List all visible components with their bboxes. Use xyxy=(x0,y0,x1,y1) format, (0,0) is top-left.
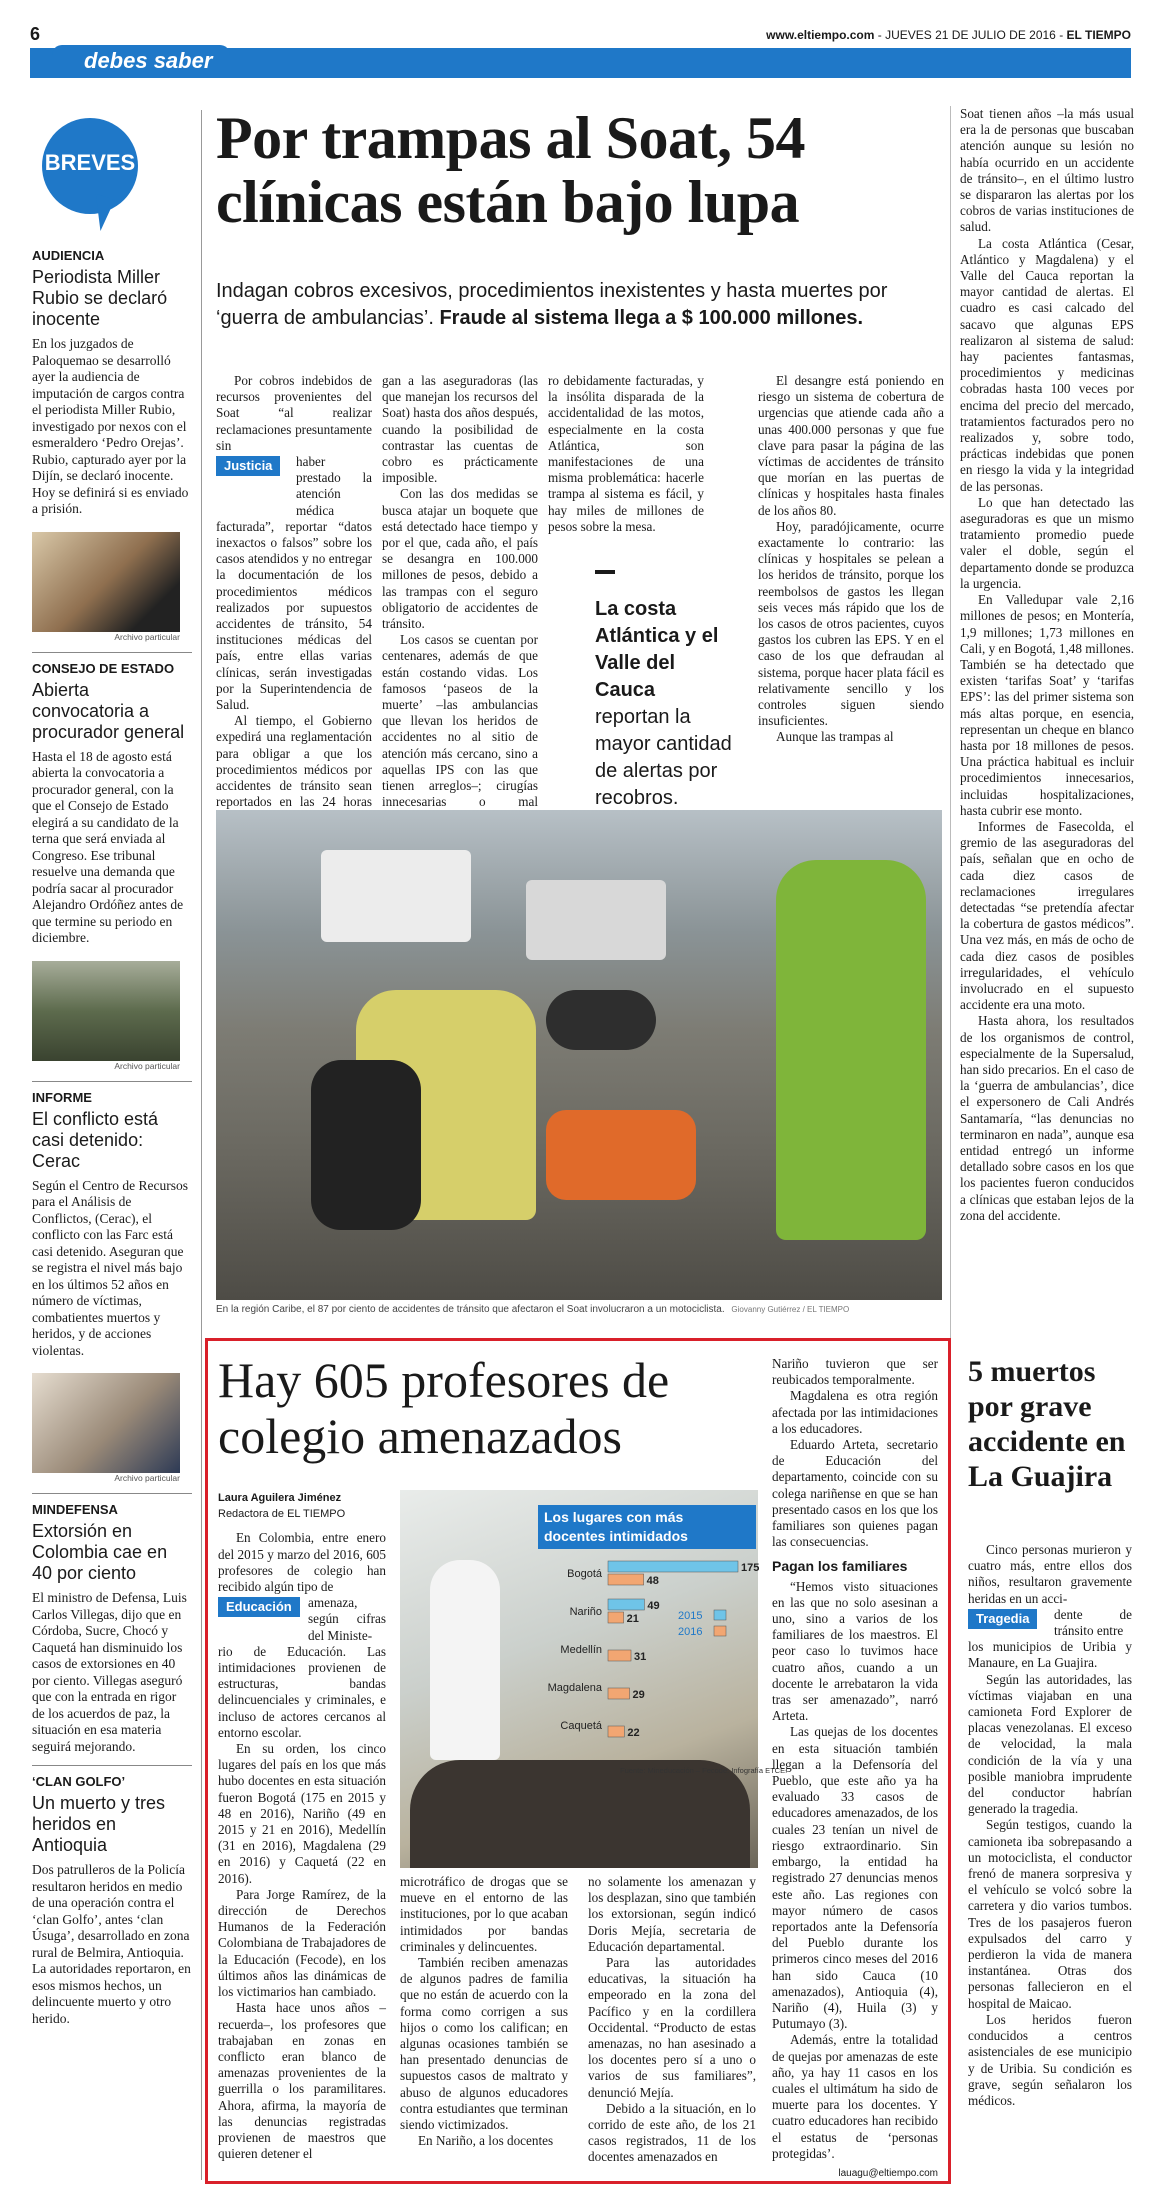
main-photo-accident xyxy=(216,810,942,1300)
paragraph: Los heridos fueron conducidos a centros asistenciales de ese municipio y de Uribia. Su condición es grave, según señalaron los médicos. xyxy=(968,2011,1132,2108)
paragraph: Según testigos, cuando la camioneta iba sobrepasando a un motociclista, el conductor frenó de manera sorpresiva y el vehículo se volcó sobre la carretera y dio varios tumbos. Tres de los pasajeros fueron expulsados del carro y perdieron la vida de manera instantánea. Otras dos personas fallecieron en el hospital de Maicao. xyxy=(968,1817,1132,2011)
pullquote-rest: reportan la mayor cantidad de alertas por recobros. xyxy=(595,706,732,809)
author-email[interactable]: lauagu@eltiempo.com xyxy=(838,2167,938,2179)
chart-value-label: 22 xyxy=(627,1727,640,1739)
byline-role: Redactora de EL TIEMPO xyxy=(218,1508,346,1521)
paragraph: En Nariño, a los docentes xyxy=(418,2133,554,2149)
main-right-col xyxy=(960,106,1134,1224)
breve-mindefensa xyxy=(32,1502,192,1755)
caption-credit: Giovanny Gutiérrez / EL TIEMPO xyxy=(731,1305,850,1314)
paragraph: Debido a la situación, en lo corrido de este año, de los 21 casos registrados, 11 de los docentes amenazados en xyxy=(588,2100,756,2165)
teachers-col-3 xyxy=(588,1874,756,2166)
breve-kicker: AUDIENCIA xyxy=(32,248,105,263)
header-info: www.eltiempo.com - JUEVES 21 DE JULIO DE 2016 - EL TIEMPO xyxy=(766,28,1131,42)
breve-body: En los juzgados de Paloquemao se desarrolló ayer la audiencia de imputación de cargos contra el periodista Miller Rubio, investigado por nexos con el esmeraldero ‘Pedro Orejas’. Rubio, capturado ayer por la Dijín, se declaró inocente. Hoy se definirá si es enviado a prisión. xyxy=(32,336,189,516)
breve-kicker: ‘CLAN GOLFO’ xyxy=(32,1774,126,1789)
paragraph: La costa Atlántica (Cesar, Atlántico y Magdalena) y el Valle del Cauca reportan la mayor cantidad de alertas. El cuadro es casi calcado del sacavo que algunas EPS realizaron al sistema de salud: hay pacientes fantasmas, procedimientos y medicinas cobradas hasta 100 veces por encima del precio del mercado, tratamientos facturados pero no realizados y, sobre todo, prácticas indebidas que ponen en riesgo la vida y la integridad de las personas. xyxy=(960,235,1134,494)
paragraph: También reciben amenazas de algunos padres de familia que no están de acuerdo con la forma como corrigen a sus hijos o como los califican; en algunas ocasiones también se han presentado denuncias de supuestos casos de maltrato y abuso de algunos educadores contra estudiantes que terminan siendo victimizados. xyxy=(400,1955,568,2133)
paragraph: En Valledupar vale 2,16 millones de pesos; en Montería, 1,9 millones; 1,73 millones en Cali, y en Bogotá, 1,48 millones. También se ha detectado que existen ‘tarifas Soat’ y ‘tarifas EPS’: las del primer sistema son más altas porque, en esencia, representan un cheque en blanco hasta por 18 millones de pesos. Una práctica habitual es incluir procedimientos innecesarios, incluidas hospitalizaciones, hasta cubrir ese monto. xyxy=(960,592,1134,818)
paragraph: Eduardo Arteta, secretario de Educación del departamento, coincide con su colega nariñense en que se han presentado casos en los que los familiares son quienes pagan las consecuencias. xyxy=(772,1437,938,1550)
photo-motorcycle xyxy=(546,990,656,1050)
chart-title-2: docentes intimidados xyxy=(544,1528,688,1544)
paragraph: Hasta ahora, los resultados de los organismos de control, especialmente de la Supersalud, han sido precarios. En el caso de la ‘guerra de ambulancias’, dice el expersonero de Cali Andrés Santamaría, “las denuncias no terminaron en nada”, aunque esa entidad entregó un informe detallado sobre casos en los que los pacientes fueron conducidos a clínicas que estaban lejos de la zona del accidente. xyxy=(960,1013,1134,1223)
chart-title-1: Los lugares con más xyxy=(544,1509,684,1525)
main-col-3 xyxy=(548,373,704,535)
breve-audiencia xyxy=(32,248,192,642)
breve-informe xyxy=(32,1090,192,1484)
breve-kicker: MINDEFENSA xyxy=(32,1502,118,1517)
breve-photo-villegas xyxy=(32,1373,180,1473)
paragraph: Las quejas de los docentes en esta situación también llegan a la Defensoría del Pueblo, que este año ya ha evaluado 33 casos de educadores amenazados, de los cuales 23 tenían un nivel de riesgo extraordinario. Sin embargo, la entidad ha registrado 27 denuncias menos este año. Las regiones con mayor número de casos reportados ante la Defensoría del Pueblo durante los primeros cinco meses del 2016 han sido Cauca (10 amenazados), Antioquia (4), Nariño (4), Huila (3) y Putumayo (3). xyxy=(772,1724,938,2032)
issue-date: JUEVES 21 DE JULIO DE 2016 xyxy=(885,28,1056,42)
docentes-chart xyxy=(538,1505,788,1785)
photo-teacher xyxy=(430,1560,500,1760)
breve-photo-rubio xyxy=(32,532,180,632)
chart-bar-2016 xyxy=(608,1688,630,1699)
photo-worker xyxy=(776,860,926,1240)
paragraph: dente de tránsito entre xyxy=(1054,1606,1132,1639)
photo-truck xyxy=(526,880,666,960)
pullquote-bold: La costa Atlántica y el Valle del Cauca xyxy=(595,598,719,701)
pullquote xyxy=(595,596,735,812)
deck-bold: Fraude al sistema llega a $ 100.000 millones. xyxy=(439,307,864,329)
paragraph: amenaza, según cifras del Ministe- xyxy=(308,1595,386,1643)
paragraph: Nariño tuvieron que ser reubicados temporalmente. xyxy=(772,1356,938,1388)
paragraph: Además, entre la totalidad de quejas por amenazas de este año, ya hay 11 casos en los cuales el ultimátum ha sido de muerte para los docentes. Y cuatro educadores han recibido el estatus de ‘personas protegidas’. xyxy=(772,2032,938,2161)
caption-text: En la región Caribe, el 87 por ciento de accidentes de tránsito que afectaron el Soat involucraron a un motociclista. xyxy=(216,1304,725,1315)
breve-clan-golfo xyxy=(32,1774,192,2027)
paragraph: Cinco personas murieron y cuatro más, entre ellos dos niños, resultaron gravemente heridas en un acci- xyxy=(968,1542,1132,1606)
teachers-col-2 xyxy=(400,1874,568,2149)
guajira-body xyxy=(968,1542,1132,2109)
guajira-headline[interactable]: 5 muertos por grave accidente en La Guajira xyxy=(968,1355,1126,1493)
breve-title[interactable]: El conflicto está casi detenido: Cerac xyxy=(32,1108,159,1171)
paragraph: los municipios de Uribia y Manaure, en La Guajira. xyxy=(968,1639,1132,1671)
paper-name: EL TIEMPO xyxy=(1066,28,1131,42)
paragraph: En su orden, los cinco lugares del país en los que más hubo docentes en esta situación fueron Bogotá (175 en 2015 y 48 en 2016), Nariño (49 en 2015 y 21 en 2016), Medellín (31 en 2016), Magdalena (29 en 2016) y Caquetá (22 en 2016). xyxy=(218,1741,386,1886)
chart-bar-2016 xyxy=(608,1726,624,1737)
paragraph: haber prestado la atención médica xyxy=(296,454,372,518)
main-photo-caption xyxy=(216,1304,942,1315)
chart-bar-2016 xyxy=(608,1612,624,1623)
main-col-2 xyxy=(382,373,538,827)
chart-bars xyxy=(548,1561,760,1739)
photo-credit: Archivo particular xyxy=(114,631,180,642)
page-number: 6 xyxy=(30,24,41,44)
section-label-educacion: Educación xyxy=(218,1597,300,1617)
breve-title[interactable]: Periodista Miller Rubio se declaró inocente xyxy=(32,267,168,329)
paragraph: Lo que han detectado las aseguradoras es que un mismo tratamiento promedio puede valer el doble, según el departamento donde se produzca la urgencia. xyxy=(960,494,1134,591)
paragraph: El desangre está poniendo en riesgo un sistema de cobertura de urgencias que atiende cada año a unas 400.000 personas y que fue clave para pasar la página de las víctimas de accidentes de tránsito que morían en las puertas de clínicas y hospitales hasta finales de los años 80. xyxy=(758,373,944,518)
breve-kicker: INFORME xyxy=(32,1089,92,1105)
paragraph: Para Jorge Ramírez, de la dirección de Derechos Humanos de la Federación Colombiana de Trabajadores de la Educación (Fecode), en los últimos años las dinámicas de los victimarios han cambiado. xyxy=(218,1886,386,2000)
paragraph: En Colombia, entre enero del 2015 y marzo del 2016, 605 profesores de colegio han recibido algún tipo de xyxy=(218,1530,386,1595)
breve-body: Hasta el 18 de agosto está abierta la convocatoria a procurador general, con la que el Consejo de Estado elegirá a su candidato de la terna que será enviada al Congreso. Ese tribunal resuelve una demanda que podría sacar al procurador Alejandro Ordóñez antes de que termine su periodo en diciembre. xyxy=(32,748,184,945)
breve-kicker: CONSEJO DE ESTADO xyxy=(32,660,175,676)
chart-category-label: Caquetá xyxy=(560,1720,602,1732)
section-title: debes saber xyxy=(84,48,213,73)
breve-consejo xyxy=(32,661,192,1071)
paragraph: Con las dos medidas se busca atajar un boquete que está detectado hace tiempo y por el que, cada año, el país se desangra en 100.000 millones de pesos, debido a las trampas con el seguro obligatorio de accidentes de tránsito. xyxy=(382,486,538,632)
subhead-pagan: Pagan los familiares xyxy=(772,1558,908,1575)
photo-victim xyxy=(546,1110,696,1200)
paragraph: Aunque las trampas al xyxy=(776,729,894,745)
photo-credit: Archivo particular xyxy=(114,1473,180,1483)
paragraph: “Hemos visto situaciones en las que no solo asesinan a uno, sino a varios de los familiares de los maestros. El peor caso lo tuvimos hace cuatro años, cuando a un docente le arrebataron la vida tras ser amenazado”, narró Arteta. xyxy=(772,1578,938,1724)
main-deck xyxy=(216,278,946,332)
breve-title[interactable]: Extorsión en Colombia cae en 40 por ciento xyxy=(32,1521,168,1583)
paragraph: facturada”, reportar “datos inexactos o falsos” sobre los casos atendidos y no entregar la documentación de los procedimientos médicos realizados por supuestos accidentes de tránsito, 54 instituciones médicas del país, entre ellas varias clínicas, serán investigadas por la Superintendencia de Salud. xyxy=(216,518,372,713)
breve-title[interactable]: Abierta convocatoria a procurador general xyxy=(32,679,185,742)
section-label-justicia: Justicia xyxy=(216,456,280,476)
paragraph: Para las autoridades educativas, la situación ha empeorado en la zona del Pacífico y en la cordillera Occidental. “Producto de estas amenazas, no han asesinado a los docentes pero sí a uno o varios de sus familiares”, denunció Mejía. xyxy=(588,1955,756,2100)
photo-ambulance xyxy=(321,850,471,942)
chart-value-label: 31 xyxy=(634,1651,647,1663)
chart-source: Fuente: Mineducación – Fecode. Infografía ETCE. xyxy=(620,1766,788,1775)
paragraph: Hasta hace unos años –recuerda–, los profesores que trabajaban en zonas en conflicto eran blanco de amenazas provenientes de la guerrilla o los paramilitares. Ahora, afirma, la mayoría de las denuncias registradas provienen de maestros que quieren detener el xyxy=(218,2000,386,2162)
main-col-1 xyxy=(216,373,372,843)
chart-category-label: Medellín xyxy=(560,1644,602,1656)
chart-bar-2015 xyxy=(608,1561,738,1572)
chart-legend-label: 2016 xyxy=(678,1626,703,1638)
breves-badge-text: BREVES xyxy=(44,150,136,175)
main-col-4 xyxy=(758,373,944,746)
chart-legend-label: 2015 xyxy=(678,1610,703,1622)
chart-value-label: 175 xyxy=(741,1562,760,1574)
chart-category-label: Magdalena xyxy=(547,1682,602,1694)
paragraph: Al tiempo, el Gobierno expedirá una reglamentación para obligar a que los procedimientos médicos por accidentes de tránsito sean reportados en las 24 horas xyxy=(216,713,372,810)
photo-backpack xyxy=(311,1060,421,1230)
paragraph: Magdalena es otra región afectada por las intimidaciones a los educadores. xyxy=(772,1388,938,1436)
byline: Laura Aguilera Jiménez xyxy=(218,1492,342,1504)
paragraph: gan a las aseguradoras (las que manejan los recursos del Soat) hasta dos años después, cuando la posibilidad de contrastar las cuentas de cobro es prácticamente imposible. xyxy=(382,373,538,486)
chart-value-label: 29 xyxy=(632,1689,645,1701)
breve-body: Según el Centro de Recursos para el Análisis de Conflictos, (Cerac), el conflicto con las Farc está casi detenido. Aseguran que se registra el nivel más bajo en los últimos 52 años en número de víctimas, combatientes muertos y heridos, y de acciones violentas. xyxy=(32,1177,188,1358)
breves-column xyxy=(32,248,192,2027)
chart-legend xyxy=(678,1610,726,1638)
chart-category-label: Nariño xyxy=(569,1606,602,1618)
chart-value-label: 48 xyxy=(646,1575,659,1587)
pullquote-dash xyxy=(595,570,615,574)
column-divider xyxy=(950,106,951,1346)
breve-body: El ministro de Defensa, Luis Carlos Villegas, dijo que en Córdoba, Sucre, Chocó y Caquetá han disminuido los casos de extorsiones en 40 por ciento. Villegas aseguró que con la entrada en rigor de los acuerdos de paz, la situación en esa materia seguirá mejorando. xyxy=(32,1590,187,1754)
chart-legend-swatch xyxy=(714,1626,726,1636)
chart-bar-2016 xyxy=(608,1574,644,1585)
section-label-tragedia: Tragedia xyxy=(968,1609,1037,1629)
chart-value-label: 49 xyxy=(647,1600,660,1612)
teachers-col-1 xyxy=(218,1490,386,2162)
chart-legend-swatch xyxy=(714,1610,726,1620)
site-url[interactable]: www.eltiempo.com xyxy=(766,28,875,42)
paragraph: Por cobros indebidos de recursos provenientes del Soat “al realizar reclamaciones presuntamente sin xyxy=(216,373,372,453)
breve-title[interactable]: Un muerto y tres heridos en Antioquia xyxy=(32,1793,166,1855)
photo-credit: Archivo particular xyxy=(114,1060,180,1071)
column-divider xyxy=(201,110,202,2180)
deck-plain: Indagan cobros excesivos, procedimientos inexistentes y hasta muertes por ‘guerra de ambulancias’. xyxy=(216,280,888,329)
paragraph: Hoy, paradójicamente, ocurre exactamente lo contrario: las clínicas y hospitales se pelean a los heridos de tránsito, porque los reembolsos de gastos les llegan seis veces más rápido que los de los casos de otros pacientes, cuyos gastos los cubren las EPS. Y en el caso de los que defraudan al sistema, porque hacer plata fácil es relativamente sencillo y los controles siguen siendo insuficientes. xyxy=(758,518,944,729)
main-headline[interactable]: Por trampas al Soat, 54 clínicas están bajo lupa xyxy=(216,105,806,235)
paragraph: Informes de Fasecolda, el gremio de las aseguradoras del país, señalan que en ocho de cada diez casos de reclamaciones irregulares detectadas “se pretendía afectar la cobertura de gastos médicos”. Una vez más, en más de ocho de cada diez casos de posibles irregularidades, el vehículo involucrado en el supuesto accidente era una moto. xyxy=(960,818,1134,1013)
paragraph: rio de Educación. Las intimidaciones provienen de estructuras, bandas delincuenciales y criminales, e incluso de actores cercanos al entorno escolar. xyxy=(218,1643,386,1740)
chart-bar-2015 xyxy=(608,1599,644,1610)
chart-category-label: Bogotá xyxy=(567,1568,602,1580)
paragraph: Los casos se cuentan por centenares, además de que están costando vidas. Los famosos ‘paseos de la muerte’ –las ambulancias que llevan los heridos de accidentes no al sitio de atención más cercano, sino a aquellas IPS con las que tienen arreglos–; cirugías innecesarias o mal xyxy=(382,632,538,810)
breve-body: Dos patrulleros de la Policía resultaron heridos en medio de una operación contra el ‘clan Golfo’, antes ‘clan Úsuga’, desarrollado en zona rural de Belmira, Antioquia. La autoridades reportaron, en esos mismos hechos, un delincuente muerto y otro herido. xyxy=(32,1862,191,2026)
paragraph: no solamente los amenazan y los desplazan, sino que también los extorsionan, según indicó Doris Mejía, secretaria de Educación departamental. xyxy=(588,1874,756,1954)
paragraph: Según las autoridades, las víctimas viajaban en una camioneta Ford Explorer de placas venezolanas. El exceso de velocidad, la mala condición de la vía y una posible maniobra imprudente del conductor habrían generado la tragedia. xyxy=(968,1671,1132,1817)
chart-bar-2016 xyxy=(608,1650,631,1661)
paragraph: Soat tienen años –la más usual era la de personas que buscaban atención aunque su lesión no había ocurrido en un accidente de tránsito–, en el último lustro se dispararon las alertas por los cobros de varias instituciones de salud. xyxy=(960,106,1134,235)
paragraph: ro debidamente facturadas, y la insólita disparada de la accidentalidad de las motos, especialmente en la costa Atlántica, son manifestaciones de una misma problemática: hacerle trampa al sistema es fácil, y hay miles de millones de pesos sobre la mesa. xyxy=(548,373,704,534)
teachers-col-4 xyxy=(772,1356,938,2182)
paragraph: microtráfico de drogas que se mueve en el entorno de las instituciones, por lo que acaban intimidados por bandas criminales y delincuentes. xyxy=(400,1874,568,1954)
teachers-headline[interactable]: Hay 605 profesores de colegio amenazados xyxy=(218,1352,670,1464)
breve-photo-soldiers xyxy=(32,961,180,1061)
chart-value-label: 21 xyxy=(626,1613,639,1625)
